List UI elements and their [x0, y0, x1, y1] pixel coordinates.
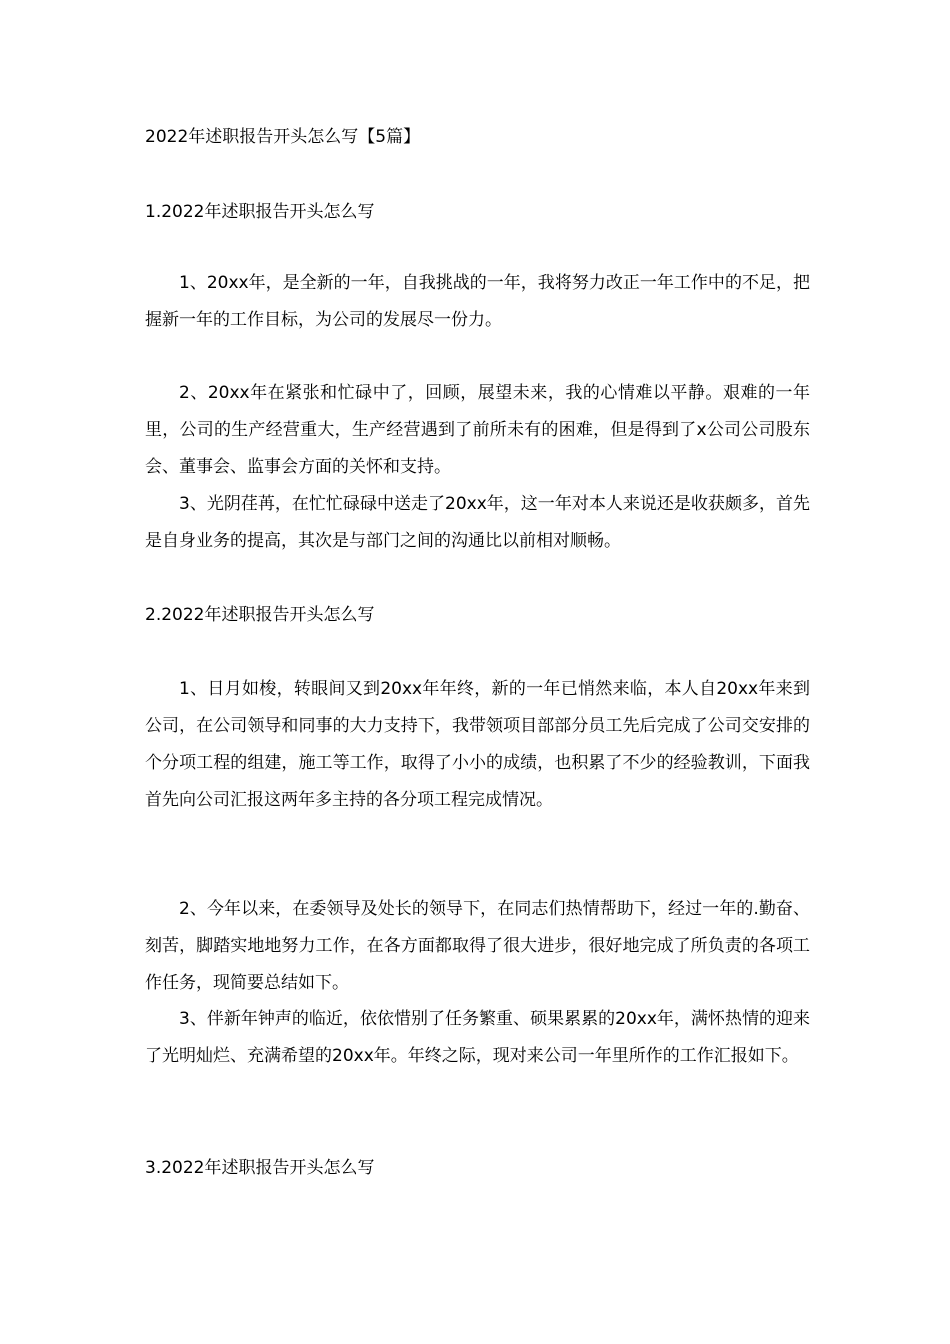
- section-heading: 3.2022年述职报告开头怎么写: [145, 1158, 375, 1178]
- paragraph: 2、今年以来，在委领导及处长的领导下，在同志们热情帮助下，经过一年的.勤奋、刻苦，脚踏实地地努力工作，在各方面都取得了很大进步，很好地完成了所负责的各项工作任务，现简要总结如下。: [145, 899, 810, 993]
- paragraph: 1、日月如梭，转眼间又到20xx年年终，新的一年已悄然来临，本人自20xx年来到公司，在公司领导和同事的大力支持下，我带领项目部部分员工先后完成了公司交安排的个分项工程的组建，施工等工作，取得了小小的成绩，也积累了不少的经验教训，下面我首先向公司汇报这两年多主持的各分项工程完成情况。: [145, 679, 810, 810]
- section-heading: 2.2022年述职报告开头怎么写: [145, 605, 375, 625]
- paragraph: 3、光阴荏苒，在忙忙碌碌中送走了20xx年，这一年对本人来说还是收获颇多，首先是自身业务的提高，其次是与部门之间的沟通比以前相对顺畅。: [145, 494, 810, 551]
- section-heading: 1.2022年述职报告开头怎么写: [145, 202, 375, 222]
- paragraph: 3、伴新年钟声的临近，依依惜别了任务繁重、硕果累累的20xx年，满怀热情的迎来了光明灿烂、充满希望的20xx年。年终之际，现对来公司一年里所作的工作汇报如下。: [145, 1009, 810, 1066]
- document-title: 2022年述职报告开头怎么写【5篇】: [145, 127, 421, 147]
- paragraph: 1、20xx年，是全新的一年，自我挑战的一年，我将努力改正一年工作中的不足，把握新一年的工作目标，为公司的发展尽一份力。: [145, 273, 810, 330]
- paragraph: 2、20xx年在紧张和忙碌中了，回顾，展望未来，我的心情难以平静。艰难的一年里，公司的生产经营重大，生产经营遇到了前所未有的困难，但是得到了x公司公司股东会、董事会、监事会方面的关怀和支持。: [145, 383, 810, 477]
